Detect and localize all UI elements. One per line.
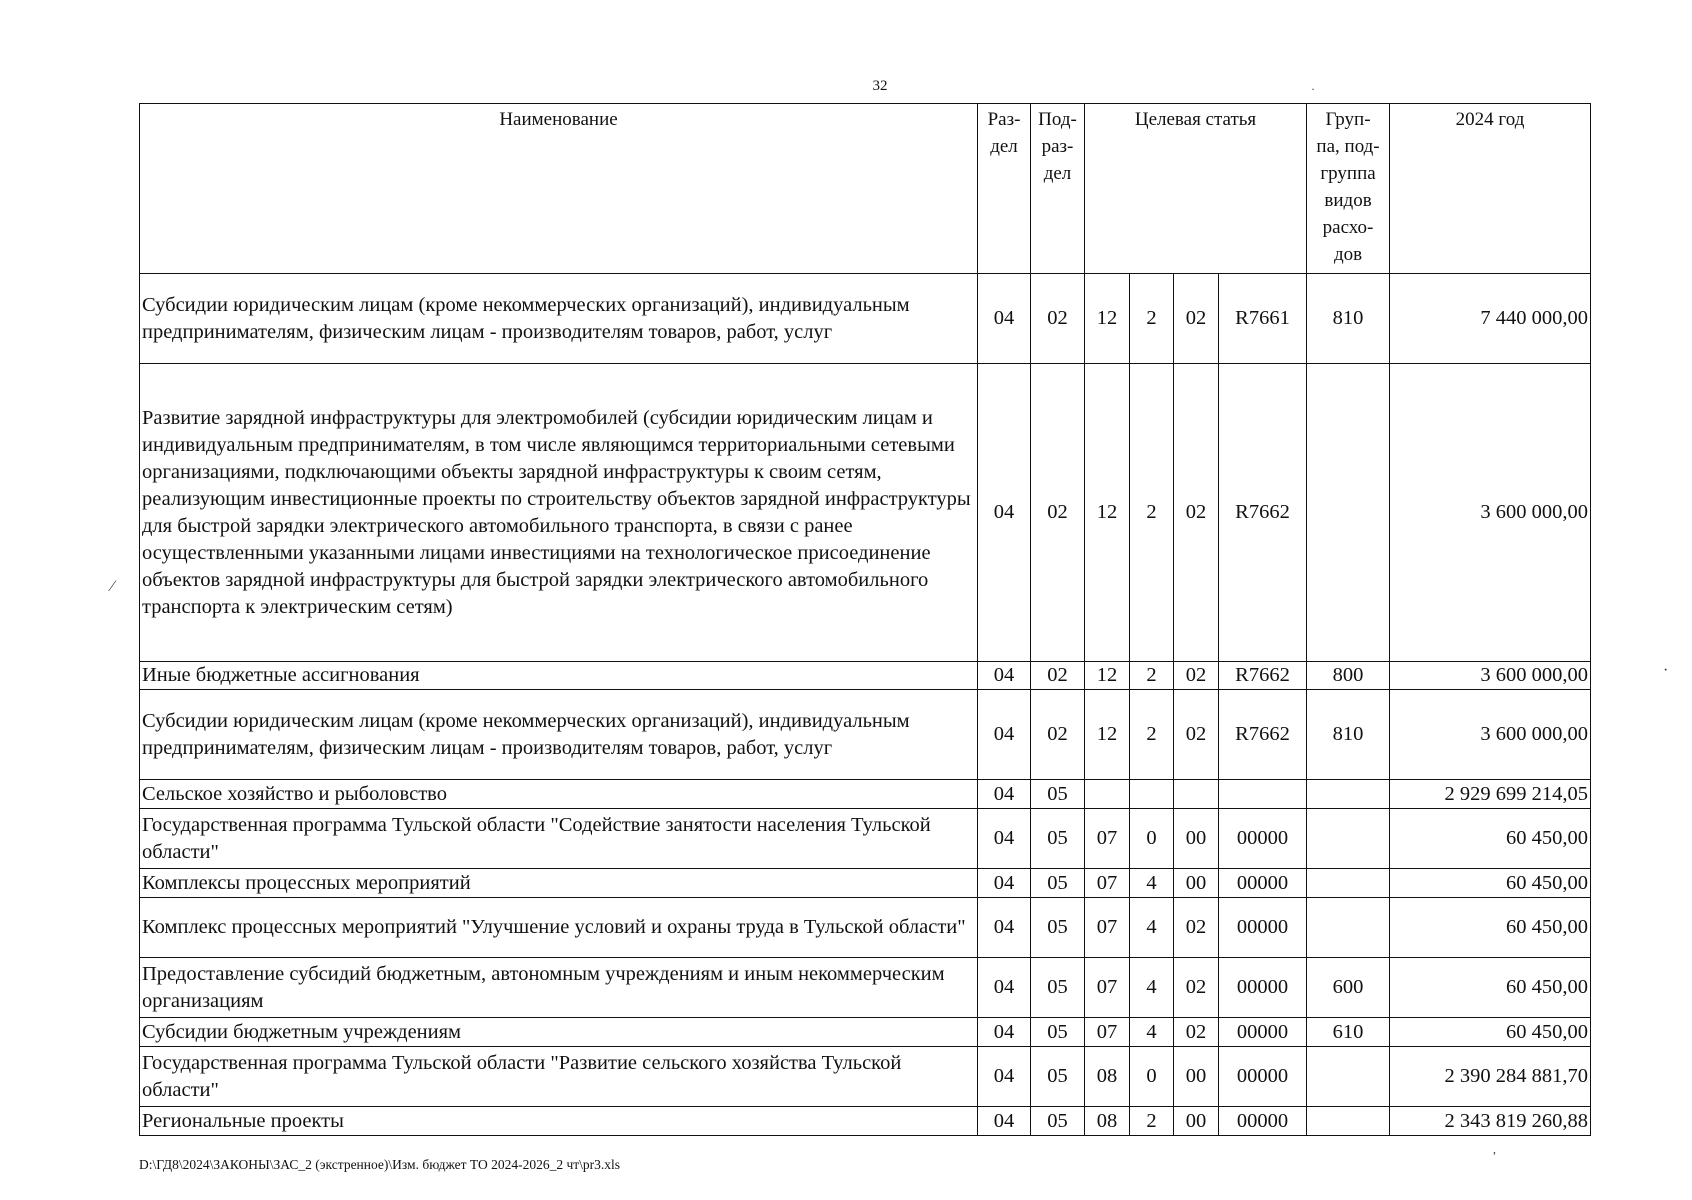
row-amount: 60 450,00 [1390,1018,1591,1047]
row-name: Развитие зарядной инфраструктуры для электромобилей (субсидии юридическим лицам и индивидуальным предпринимателям, в том числе являющимся территориальными сетевыми организациями, подключающими объекты зарядной инфраструктуры к своим сетям, реализующим инвестиционные проекты по строительству объектов зарядной инфраструктуры для быстрой зарядки электрического автомобильного транспорта, в связи с ранее осуществленными указанными лицами инвестициями на технологическое присоединение объектов зарядной инфраструктуры для быстрой зарядки электрического автомобильного транспорта к электрическим сетям) [140,364,978,662]
row-expense-group: 810 [1307,274,1390,364]
row-target-program: 08 [1085,1047,1130,1107]
row-target-subprogram: 4 [1130,898,1174,958]
row-target-direction: 00000 [1219,1047,1307,1107]
row-target-event: 00 [1174,1047,1219,1107]
row-target-subprogram: 2 [1130,1107,1174,1136]
row-name: Предоставление субсидий бюджетным, автономным учреждениям и иным некоммерческим организациям [140,958,978,1018]
header-target-article-text: Целевая статья [1134,109,1257,130]
row-section: 04 [978,274,1031,364]
row-expense-group [1307,809,1390,869]
row-target-subprogram: 4 [1130,958,1174,1018]
row-expense-group: 810 [1307,690,1390,780]
row-amount: 60 450,00 [1390,958,1591,1018]
row-expense-group [1307,364,1390,662]
row-section: 04 [978,690,1031,780]
row-target-event: 00 [1174,1107,1219,1136]
row-target-subprogram: 2 [1130,662,1174,690]
row-target-direction: R7662 [1219,690,1307,780]
row-target-subprogram: 2 [1130,364,1174,662]
table-body [140,274,1591,1136]
page-number: 32 [872,78,888,94]
header-subsection-text: Под- раз- дел [1038,109,1077,184]
stray-mark-left: ⁄ [111,578,114,595]
header-expense-group-text: Груп- па, под- группа видов расхо- дов [1316,109,1380,265]
row-section: 04 [978,364,1031,662]
row-amount: 3 600 000,00 [1390,662,1591,690]
row-name: Комплекс процессных мероприятий "Улучшение условий и охраны труда в Тульской области" [140,898,978,958]
header-subsection [1031,104,1085,274]
row-amount: 60 450,00 [1390,869,1591,898]
table-row [140,1047,1591,1107]
table-row [140,898,1591,958]
row-target-event: 02 [1174,662,1219,690]
row-subsection: 02 [1031,662,1085,690]
row-section: 04 [978,1107,1031,1136]
table-row [140,662,1591,690]
row-name: Государственная программа Тульской области "Развитие сельского хозяйства Тульской области" [140,1047,978,1107]
footer-file-path: D:\ГД8\2024\ЗАКОНЫ\ЗАС_2 (экстренное)\Изм. бюджет ТО 2024-2026_2 чт\pr3.xls [139,1157,621,1172]
table-row [140,958,1591,1018]
row-amount: 2 929 699 214,05 [1390,780,1591,809]
stray-mark-right: · [1663,662,1669,679]
row-expense-group [1307,869,1390,898]
row-section: 04 [978,869,1031,898]
row-subsection: 05 [1031,1107,1085,1136]
row-subsection: 05 [1031,1018,1085,1047]
row-name: Иные бюджетные ассигнования [140,662,978,690]
row-section: 04 [978,809,1031,869]
row-section: 04 [978,898,1031,958]
row-expense-group [1307,780,1390,809]
table-row [140,690,1591,780]
row-target-direction: 00000 [1219,898,1307,958]
stray-mark-bottom: , [1493,1142,1496,1156]
row-subsection: 05 [1031,780,1085,809]
row-target-direction: 00000 [1219,1107,1307,1136]
row-target-program: 12 [1085,364,1130,662]
row-target-event: 02 [1174,274,1219,364]
row-target-subprogram: 2 [1130,690,1174,780]
row-target-direction: 00000 [1219,958,1307,1018]
row-target-subprogram: 0 [1130,1047,1174,1107]
row-target-event: 00 [1174,809,1219,869]
table-row [140,780,1591,809]
row-target-program: 08 [1085,1107,1130,1136]
row-target-program [1085,780,1130,809]
row-expense-group: 610 [1307,1018,1390,1047]
row-expense-group [1307,1107,1390,1136]
header-expense-group [1307,104,1390,274]
row-target-subprogram: 4 [1130,869,1174,898]
row-target-direction [1219,780,1307,809]
row-target-program: 07 [1085,809,1130,869]
row-subsection: 02 [1031,274,1085,364]
row-subsection: 05 [1031,958,1085,1018]
row-target-subprogram: 4 [1130,1018,1174,1047]
row-amount: 2 390 284 881,70 [1390,1047,1591,1107]
row-expense-group [1307,1047,1390,1107]
header-year-text: 2024 год [1455,109,1525,130]
table-header-row [140,104,1591,274]
row-name: Государственная программа Тульской области "Содействие занятости населения Тульской области" [140,809,978,869]
table-row [140,869,1591,898]
row-subsection: 05 [1031,898,1085,958]
row-target-program: 12 [1085,662,1130,690]
row-target-subprogram [1130,780,1174,809]
row-name: Комплексы процессных мероприятий [140,869,978,898]
row-target-event: 00 [1174,869,1219,898]
table-row [140,364,1591,662]
row-target-program: 12 [1085,274,1130,364]
row-name: Субсидии юридическим лицам (кроме некоммерческих организаций), индивидуальным предпринимателям, физическим лицам - производителям товаров, работ, услуг [140,274,978,364]
row-target-event: 02 [1174,958,1219,1018]
row-amount: 60 450,00 [1390,809,1591,869]
row-target-program: 07 [1085,1018,1130,1047]
table-row [140,1107,1591,1136]
row-target-event [1174,780,1219,809]
row-amount: 3 600 000,00 [1390,364,1591,662]
row-subsection: 05 [1031,809,1085,869]
row-section: 04 [978,662,1031,690]
row-target-subprogram: 0 [1130,809,1174,869]
table-row [140,809,1591,869]
row-section: 04 [978,1018,1031,1047]
row-amount: 60 450,00 [1390,898,1591,958]
row-amount: 3 600 000,00 [1390,690,1591,780]
row-target-program: 12 [1085,690,1130,780]
row-section: 04 [978,958,1031,1018]
stray-mark-top: · [1311,82,1315,96]
row-target-program: 07 [1085,958,1130,1018]
row-amount: 7 440 000,00 [1390,274,1591,364]
row-subsection: 05 [1031,869,1085,898]
row-target-direction: 00000 [1219,809,1307,869]
header-section-text: Раз- дел [987,109,1021,157]
header-name-text: Наименование [499,109,618,130]
row-target-event: 02 [1174,690,1219,780]
row-expense-group [1307,898,1390,958]
row-name: Сельское хозяйство и рыболовство [140,780,978,809]
row-section: 04 [978,1047,1031,1107]
row-subsection: 05 [1031,1047,1085,1107]
row-name: Субсидии бюджетным учреждениям [140,1018,978,1047]
row-section: 04 [978,780,1031,809]
row-target-program: 07 [1085,869,1130,898]
header-name [140,104,978,274]
row-target-direction: R7662 [1219,364,1307,662]
budget-table [139,103,1591,1136]
row-target-event: 02 [1174,364,1219,662]
row-subsection: 02 [1031,364,1085,662]
row-target-subprogram: 2 [1130,274,1174,364]
row-expense-group: 600 [1307,958,1390,1018]
row-target-event: 02 [1174,1018,1219,1047]
row-subsection: 02 [1031,690,1085,780]
row-expense-group: 800 [1307,662,1390,690]
row-amount: 2 343 819 260,88 [1390,1107,1591,1136]
row-target-event: 02 [1174,898,1219,958]
row-target-program: 07 [1085,898,1130,958]
header-year [1390,104,1591,274]
row-target-direction: R7661 [1219,274,1307,364]
row-target-direction: 00000 [1219,1018,1307,1047]
table-row [140,274,1591,364]
row-name: Субсидии юридическим лицам (кроме некоммерческих организаций), индивидуальным предпринимателям, физическим лицам - производителям товаров, работ, услуг [140,690,978,780]
table-row [140,1018,1591,1047]
header-section [978,104,1031,274]
row-target-direction: 00000 [1219,869,1307,898]
row-name: Региональные проекты [140,1107,978,1136]
header-target-article [1085,104,1307,274]
row-target-direction: R7662 [1219,662,1307,690]
